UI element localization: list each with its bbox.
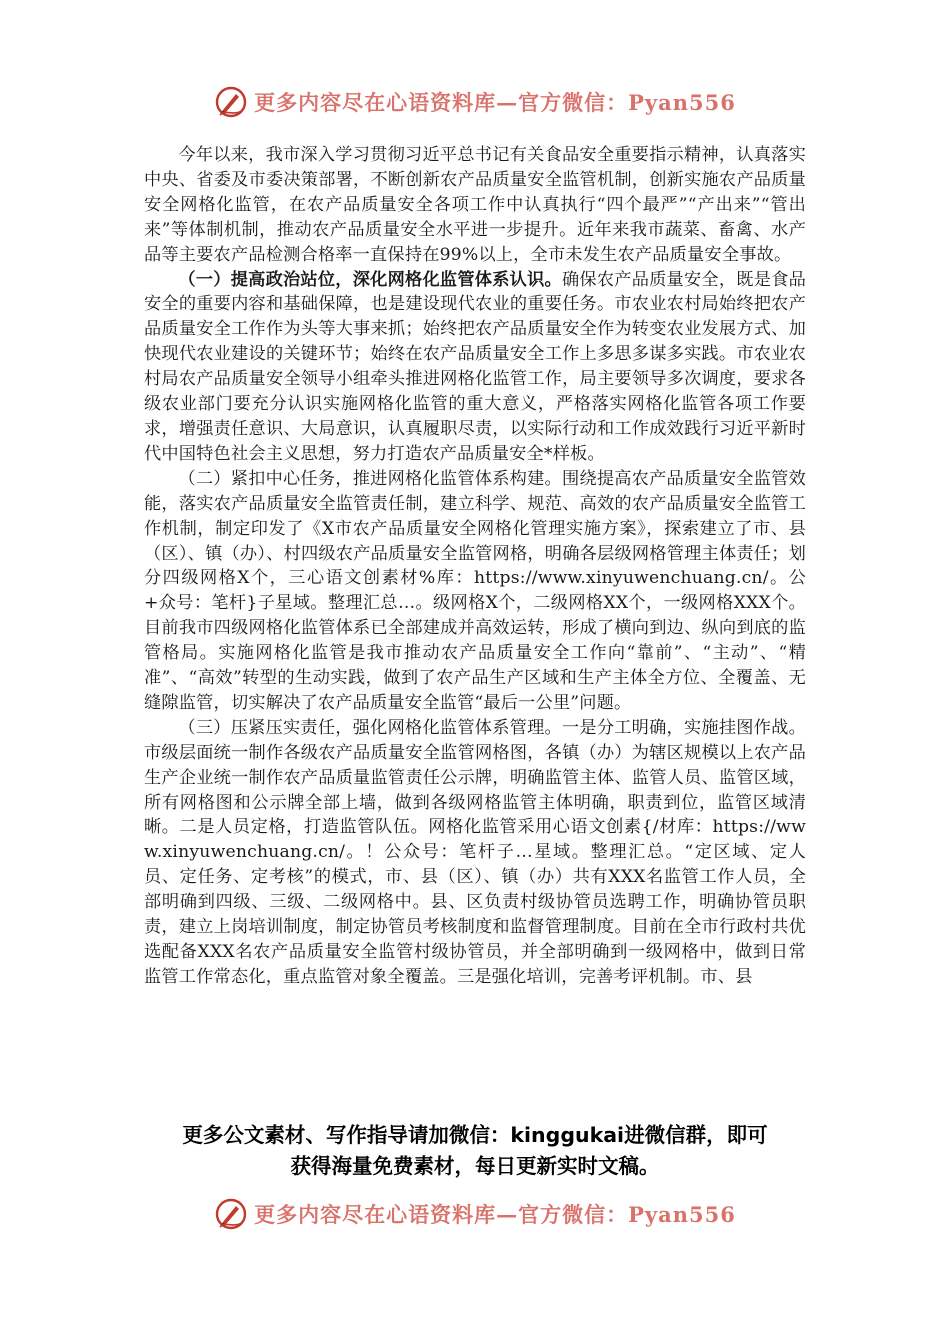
section-1-heading: （一）提高政治站位，深化网格化监管体系认识。 [178, 269, 562, 290]
section-1-paragraph [144, 268, 806, 467]
footer-watermark [0, 1194, 950, 1234]
pen-logo-icon [214, 85, 248, 119]
promo-line-1: 更多公文素材、写作指导请加微信：kinggukai进微信群，即可 [182, 1123, 768, 1147]
section-3-paragraph: （三）压紧压实责任，强化网格化监管体系管理。一是分工明确，实施挂图作战。市级层面统一制作各级农产品质量安全监管网格图，各镇（办）为辖区规模以上农产品生产企业统一制作农产品质量监管责任公示牌，明确监管主体、监管人员、监管区域，所有网格图和公示牌全部上墙，做到各级网格监管主体明确，职责到位，监管区域清晰。二是人员定格，打造监管队伍。网格化监管采用心语文创素{/材库：https://www.xinyuwenchuang.cn/。！公众号：笔杆子…星域。整理汇总。“定区域、定人员、定任务、定考核”的模式，市、县（区）、镇（办）共有XXX名监管工作人员，全部明确到四级、三级、二级网格中。县、区负责村级协管员选聘工作，明确协管员职责，建立上岗培训制度，制定协管员考核制度和监督管理制度。目前在全市行政村共优选配备XXX名农产品质量安全监管村级协管员，并全部明确到一级网格中，做到日常监管工作常态化，重点监管对象全覆盖。三是强化培训，完善考评机制。市、县 [144, 717, 806, 987]
section-2-paragraph: （二）紧扣中心任务，推进网格化监管体系构建。围绕提高农产品质量安全监管效能，落实农产品质量安全监管责任制，建立科学、规范、高效的农产品质量安全监管工作机制，制定印发了《X市农产品质量安全网格化管理实施方案》，探索建立了市、县（区）、镇（办）、村四级农产品质量安全监管网格，明确各层级网格管理主体责任；划分四级网格X个，三心语文创素材%库：https://www.xinyuwenchuang.cn/。公+众号：笔杆}子星域。整理汇总…。级网格X个，二级网格XX个，一级网格XXX个。目前我市四级网格化监管体系已全部建成并高效运转，形成了横向到边、纵向到底的监管格局。实施网格化监管是我市推动农产品质量安全工作向“靠前”、“主动”、“精准”、“高效”转型的生动实践，做到了农产品生产区域和生产主体全方位、全覆盖、无缝隙监管，切实解决了农产品质量安全监管“最后一公里”问题。 [144, 468, 806, 713]
intro-paragraph: 今年以来，我市深入学习贯彻习近平总书记有关食品安全重要指示精神，认真落实中央、省委及市委决策部署，不断创新农产品质量安全监管机制，创新实施农产品质量安全网格化监管，在农产品质量安全各项工作中认真执行“四个最严”“产出来”“管出来”等体制机制，推动农产品质量安全水平进一步提升。近年来我市蔬菜、畜禽、水产品等主要农产品检测合格率一直保持在99%以上，全市未发生农产品质量安全事故。 [144, 145, 806, 265]
article-body [144, 143, 806, 990]
watermark-text: 更多内容尽在心语资料库—官方微信：Pyan556 [254, 1202, 736, 1227]
promo-line-2: 获得海量免费素材，每日更新实时文稿。 [290, 1154, 660, 1178]
header-watermark [0, 82, 950, 122]
watermark-text: 更多内容尽在心语资料库—官方微信：Pyan556 [254, 90, 736, 115]
section-1-text: 确保农产品质量安全，既是食品安全的重要内容和基础保障，也是建设现代农业的重要任务。市农业农村局始终把农产品质量安全工作作为头等大事来抓；始终把农产品质量安全作为转变农业发展方式、加快现代农业建设的关键环节；始终在农产品质量安全工作上多思多谋多实践。市农业农村局农产品质量安全领导小组牵头推进网格化监管工作，局主要领导多次调度，要求各级农业部门要充分认识实施网格化监管的重大意义，严格落实网格化监管各项工作要求，增强责任意识、大局意识，认真履职尽责，以实际行动和工作成效践行习近平新时代中国特色社会主义思想，努力打造农产品质量安全*样板。 [144, 269, 806, 464]
promo-notice [120, 1120, 830, 1182]
pen-logo-icon [214, 1197, 248, 1231]
